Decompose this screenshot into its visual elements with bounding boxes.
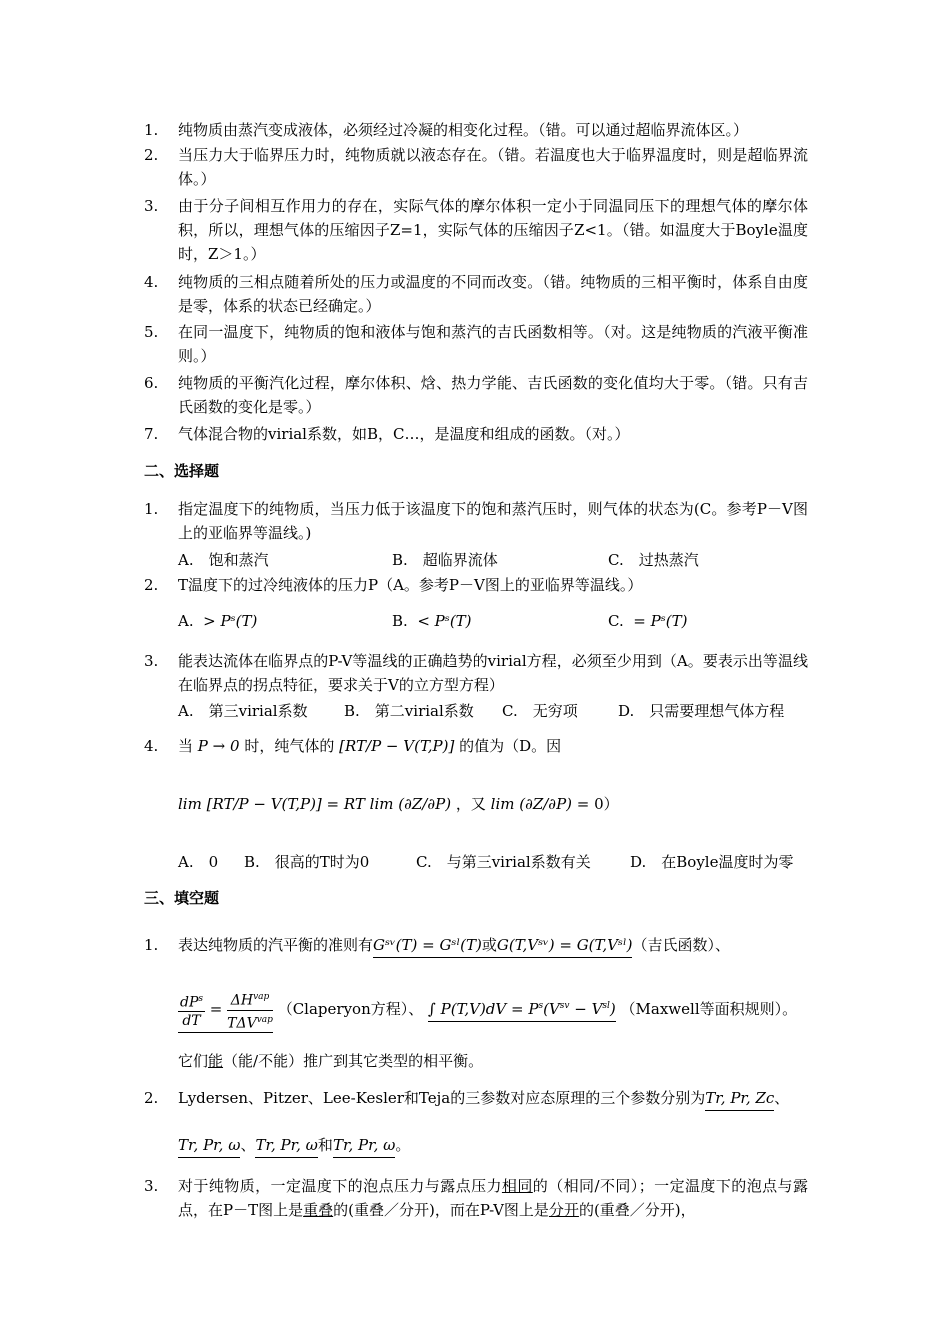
- fill-question-1: 1. 表达纯物质的汽平衡的准则有Gˢᵛ(T) = Gˢˡ(T)或G(T,Vˢᵛ) = G(T,Vˢˡ)（吉氏函数）、: [144, 933, 808, 958]
- mc-question-3: 3. 能表达流体在临界点的P-V等温线的正确趋势的virial方程，必须至少用到（A。要表示出等温线在临界点的拐点特征，要求关于V的立方型方程）: [144, 652, 808, 694]
- clapeyron-equation: $\frac{dP^s}{dT}$ = $\frac{\Delta H^{vap}}{T\Delta V^{vap}}$: [178, 988, 273, 1033]
- tf-item-5: 5. 在同一温度下，纯物质的饱和液体与饱和蒸汽的吉氏函数相等。（对。这是纯物质的汽液平衡准则。）: [144, 323, 808, 365]
- fill-q2-line2: Tr, Pr, ω、Tr, Pr, ω和Tr, Pr, ω。: [178, 1133, 410, 1158]
- tf-item-6: 6. 纯物质的平衡汽化过程，摩尔体积、焓、热力学能、吉氏函数的变化值均大于零。（错。只有吉氏函数的变化是零。）: [144, 374, 808, 416]
- clapeyron-maxwell-row: $\frac{dP^s}{dT}$ = $\frac{\Delta H^{vap}}{T\Delta V^{vap}}$ （Claperyon方程）、 ∫ $P(T,V)dV = P^s(V^{sv} - V^{sl})$ （Maxwell等面积规则）。: [178, 988, 797, 1033]
- tf-item-1: 1. 纯物质由蒸汽变成液体，必须经过冷凝的相变化过程。（错。可以通过超临界流体区。）: [144, 121, 749, 139]
- tf-item-3: 3. 由于分子间相互作用力的存在，实际气体的摩尔体积一定小于同温同压下的理想气体的摩尔体积，所以，理想气体的压缩因子Z=1，实际气体的压缩因子Z<1。（错。如温度大于Boyle温度时，Z＞1。）: [144, 197, 808, 263]
- option-c: C. 无穷项: [502, 702, 578, 720]
- mc-question-2: 2. T温度下的过冷纯液体的压力P（A。参考P－V图上的亚临界等温线。）: [144, 576, 643, 594]
- fill-question-3: 3. 对于纯物质，一定温度下的泡点压力与露点压力相同的（相同/不同）；一定温度下的泡点与露点，在P－T图上是重叠的(重叠／分开)，而在P-V图上是分开的(重叠／分开)，: [144, 1177, 808, 1219]
- tf-item-7: 7. 气体混合物的virial系数，如B，C…，是温度和组成的函数。（对。）: [144, 425, 630, 443]
- mc-question-1: 1. 指定温度下的纯物质，当压力低于该温度下的饱和蒸汽压时，则气体的状态为(C。参考P－V图上的亚临界等温线。): [144, 500, 808, 542]
- option-b: B. 很高的T时为0: [244, 853, 370, 871]
- option-b: B. 超临界流体: [392, 551, 498, 569]
- limit-equation: lim [RT/P − V(T,P)] = RT lim (∂Z/∂P) ，又 lim (∂Z/∂P) = 0）: [178, 795, 619, 813]
- tf-item-2: 2. 当压力大于临界压力时，纯物质就以液态存在。（错。若温度也大于临界温度时，则是超临界流体。）: [144, 146, 808, 188]
- fill-question-2: 2. Lydersen、Pitzer、Lee-Kesler和Teja的三参数对应态原理的三个参数分别为Tr, Pr, Zc、: [144, 1086, 808, 1111]
- option-b: B. 第二virial系数: [344, 702, 474, 720]
- mc-q3-options: [178, 699, 818, 723]
- section-heading-choice: 二、选择题: [144, 462, 220, 480]
- mc-q2-options: [178, 609, 818, 633]
- fill-q1-line2: 它们能（能/不能）推广到其它类型的相平衡。: [178, 1052, 484, 1070]
- option-c: C. = Pˢ(T): [608, 612, 688, 630]
- mc-q4-options: [178, 850, 818, 874]
- mc-question-4: 4. 当 P → 0 时，纯气体的 [RT/P − V(T,P)] 的值为（D。因: [144, 737, 562, 755]
- option-a: A. 第三virial系数: [178, 702, 308, 720]
- option-a: A. > Pˢ(T): [178, 612, 258, 630]
- option-a: A. 饱和蒸汽: [178, 551, 269, 569]
- tf-item-4: 4. 纯物质的三相点随着所处的压力或温度的不同而改变。（错。纯物质的三相平衡时，体系自由度是零，体系的状态已经确定。）: [144, 273, 808, 315]
- maxwell-equation: ∫ $P(T,V)dV = P^s(V^{sv} - V^{sl})$: [428, 994, 616, 1022]
- option-c: C. 与第三virial系数有关: [416, 853, 591, 871]
- option-a: A. 0: [178, 853, 219, 871]
- option-d: D. 只需要理想气体方程: [618, 702, 785, 720]
- option-d: D. 在Boyle温度时为零: [630, 853, 794, 871]
- section-heading-fill: 三、填空题: [144, 889, 220, 907]
- mc-q1-options: [178, 548, 818, 572]
- option-c: C. 过热蒸汽: [608, 551, 699, 569]
- option-b: B. < Pˢ(T): [392, 612, 472, 630]
